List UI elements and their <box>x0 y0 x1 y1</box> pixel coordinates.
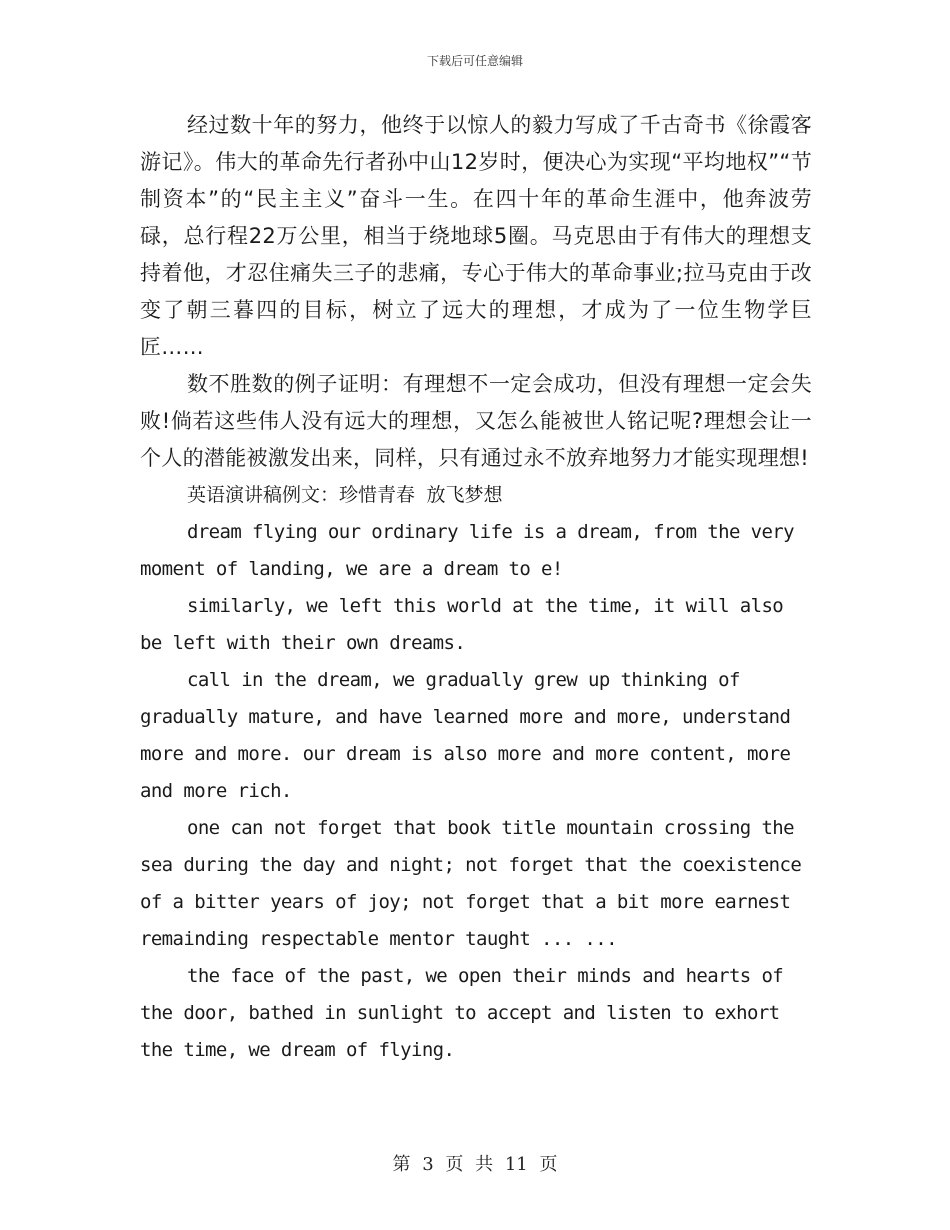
paragraph-xu-xiake: 经过数十年的努力，他终于以惊人的毅力写成了千古奇书《徐霞客游记》。伟大的革命先行者孙中山12岁时，便决心为实现“平均地权”“节制资本”的“民主主义”奋斗一生。在四十年的革命生涯中，他奔波劳碌，总行程22万公里，相当于绕地球5圈。马克思由于有伟大的理想支持着他，才忍住痛失三子的悲痛，专心于伟大的革命事业;拉马克由于改变了朝三暮四的目标，树立了远大的理想，才成为了一位生物学巨匠…… <box>140 113 812 359</box>
page-header: 下载后可任意编辑 <box>426 54 523 68</box>
paragraph-call-dream: call in the dream, we gradually grew up thinking of gradually mature, and have learned more and more, understand more and more. our dream is also more and more content, more and more rich. <box>140 669 791 802</box>
paragraph-left-world: similarly, we left this world at the time, it will also be left with their own dreams. <box>140 595 784 654</box>
section-subtitle: 英语演讲稿例文：珍惜青春 放飞梦想 <box>187 484 503 506</box>
paragraph-examples-prove: 数不胜数的例子证明：有理想不一定会成功，但没有理想一定会失败!倘若这些伟人没有远大的理想，又怎么能被世人铭记呢?理想会让一个人的潜能被激发出来，同样，只有通过永不放弃地努力才能实现理想! <box>140 372 812 470</box>
paragraph-can-not-forget: one can not forget that book title mountain crossing the sea during the day and night; not forget that the coexistence of a bitter years of joy; not forget that a bit more earnest remainding respectable mentor taught ... ... <box>140 817 802 950</box>
paragraph-face-past: the face of the past, we open their minds and hearts of the door, bathed in sunlight to accept and listen to exhort the time, we dream of flying. <box>140 965 784 1061</box>
paragraph-dream-flying: dream flying our ordinary life is a dream, from the very moment of landing, we are a dream to e! <box>140 521 794 580</box>
page-number-footer: 第 3 页 共 11 页 <box>392 1154 558 1175</box>
document-body <box>140 107 812 1069</box>
